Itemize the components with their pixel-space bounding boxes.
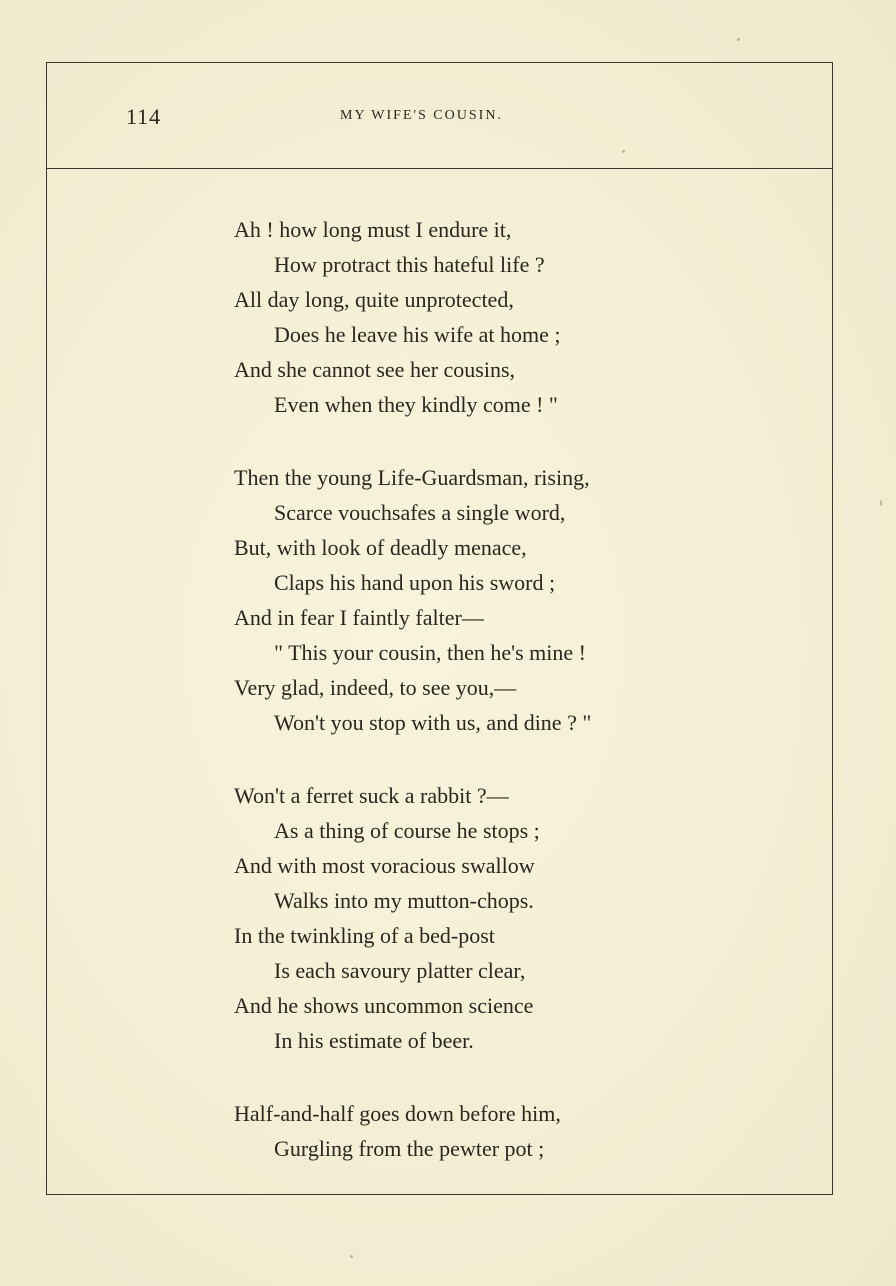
stanza-gap (234, 1058, 794, 1096)
poem-line: Does he leave his wife at home ; (274, 322, 561, 347)
poem-line: In his estimate of beer. (274, 1028, 474, 1053)
paper-speck (350, 1255, 353, 1258)
poem-line: And she cannot see her cousins, (234, 357, 516, 382)
poem-line: In the twinkling of a bed-post (234, 923, 495, 948)
poem-line: How protract this hateful life ? (274, 252, 545, 277)
poem-line: Claps his hand upon his sword ; (274, 570, 556, 595)
poem-line: Scarce vouchsafes a single word, (274, 500, 566, 525)
poem-line: " This your cousin, then he's mine ! (274, 640, 586, 665)
stanza-3 (234, 778, 794, 1058)
poem-line: As a thing of course he stops ; (274, 818, 540, 843)
paper-speck (622, 150, 625, 153)
header-divider-rule (46, 168, 832, 169)
poem-line: Won't a ferret suck a rabbit ?— (234, 783, 509, 808)
paper-speck (880, 500, 882, 506)
poem-line: Gurgling from the pewter pot ; (274, 1136, 545, 1161)
poem-line: Half-and-half goes down before him, (234, 1101, 561, 1126)
stanza-4 (234, 1096, 794, 1166)
poem-line: And in fear I faintly falter— (234, 605, 484, 630)
stanza-1 (234, 212, 794, 422)
paper-speck (737, 38, 740, 41)
page-number: 114 (126, 104, 162, 129)
frame-left-rule (46, 62, 47, 1195)
stanza-2 (234, 460, 794, 740)
poem-line: Very glad, indeed, to see you,— (234, 675, 517, 700)
frame-right-rule (832, 62, 833, 1195)
poem-line: Ah ! how long must I endure it, (234, 217, 512, 242)
poem-line: Is each savoury platter clear, (274, 958, 526, 983)
poem-line: Then the young Life-Guardsman, rising, (234, 465, 590, 490)
frame-bottom-rule (46, 1194, 832, 1195)
poem-line: And with most voracious swallow (234, 853, 535, 878)
stanza-gap (234, 422, 794, 460)
poem-line: Even when they kindly come ! " (274, 392, 558, 417)
poem-body (234, 212, 794, 1166)
poem-line: All day long, quite unprotected, (234, 287, 514, 312)
stanza-gap (234, 740, 794, 778)
frame-top-rule (46, 62, 832, 63)
poem-line: Won't you stop with us, and dine ? " (274, 710, 592, 735)
poem-line: But, with look of deadly menace, (234, 535, 527, 560)
poem-line: And he shows uncommon science (234, 993, 534, 1018)
poem-line: Walks into my mutton-chops. (274, 888, 534, 913)
running-title: MY WIFE'S COUSIN. (340, 108, 503, 123)
